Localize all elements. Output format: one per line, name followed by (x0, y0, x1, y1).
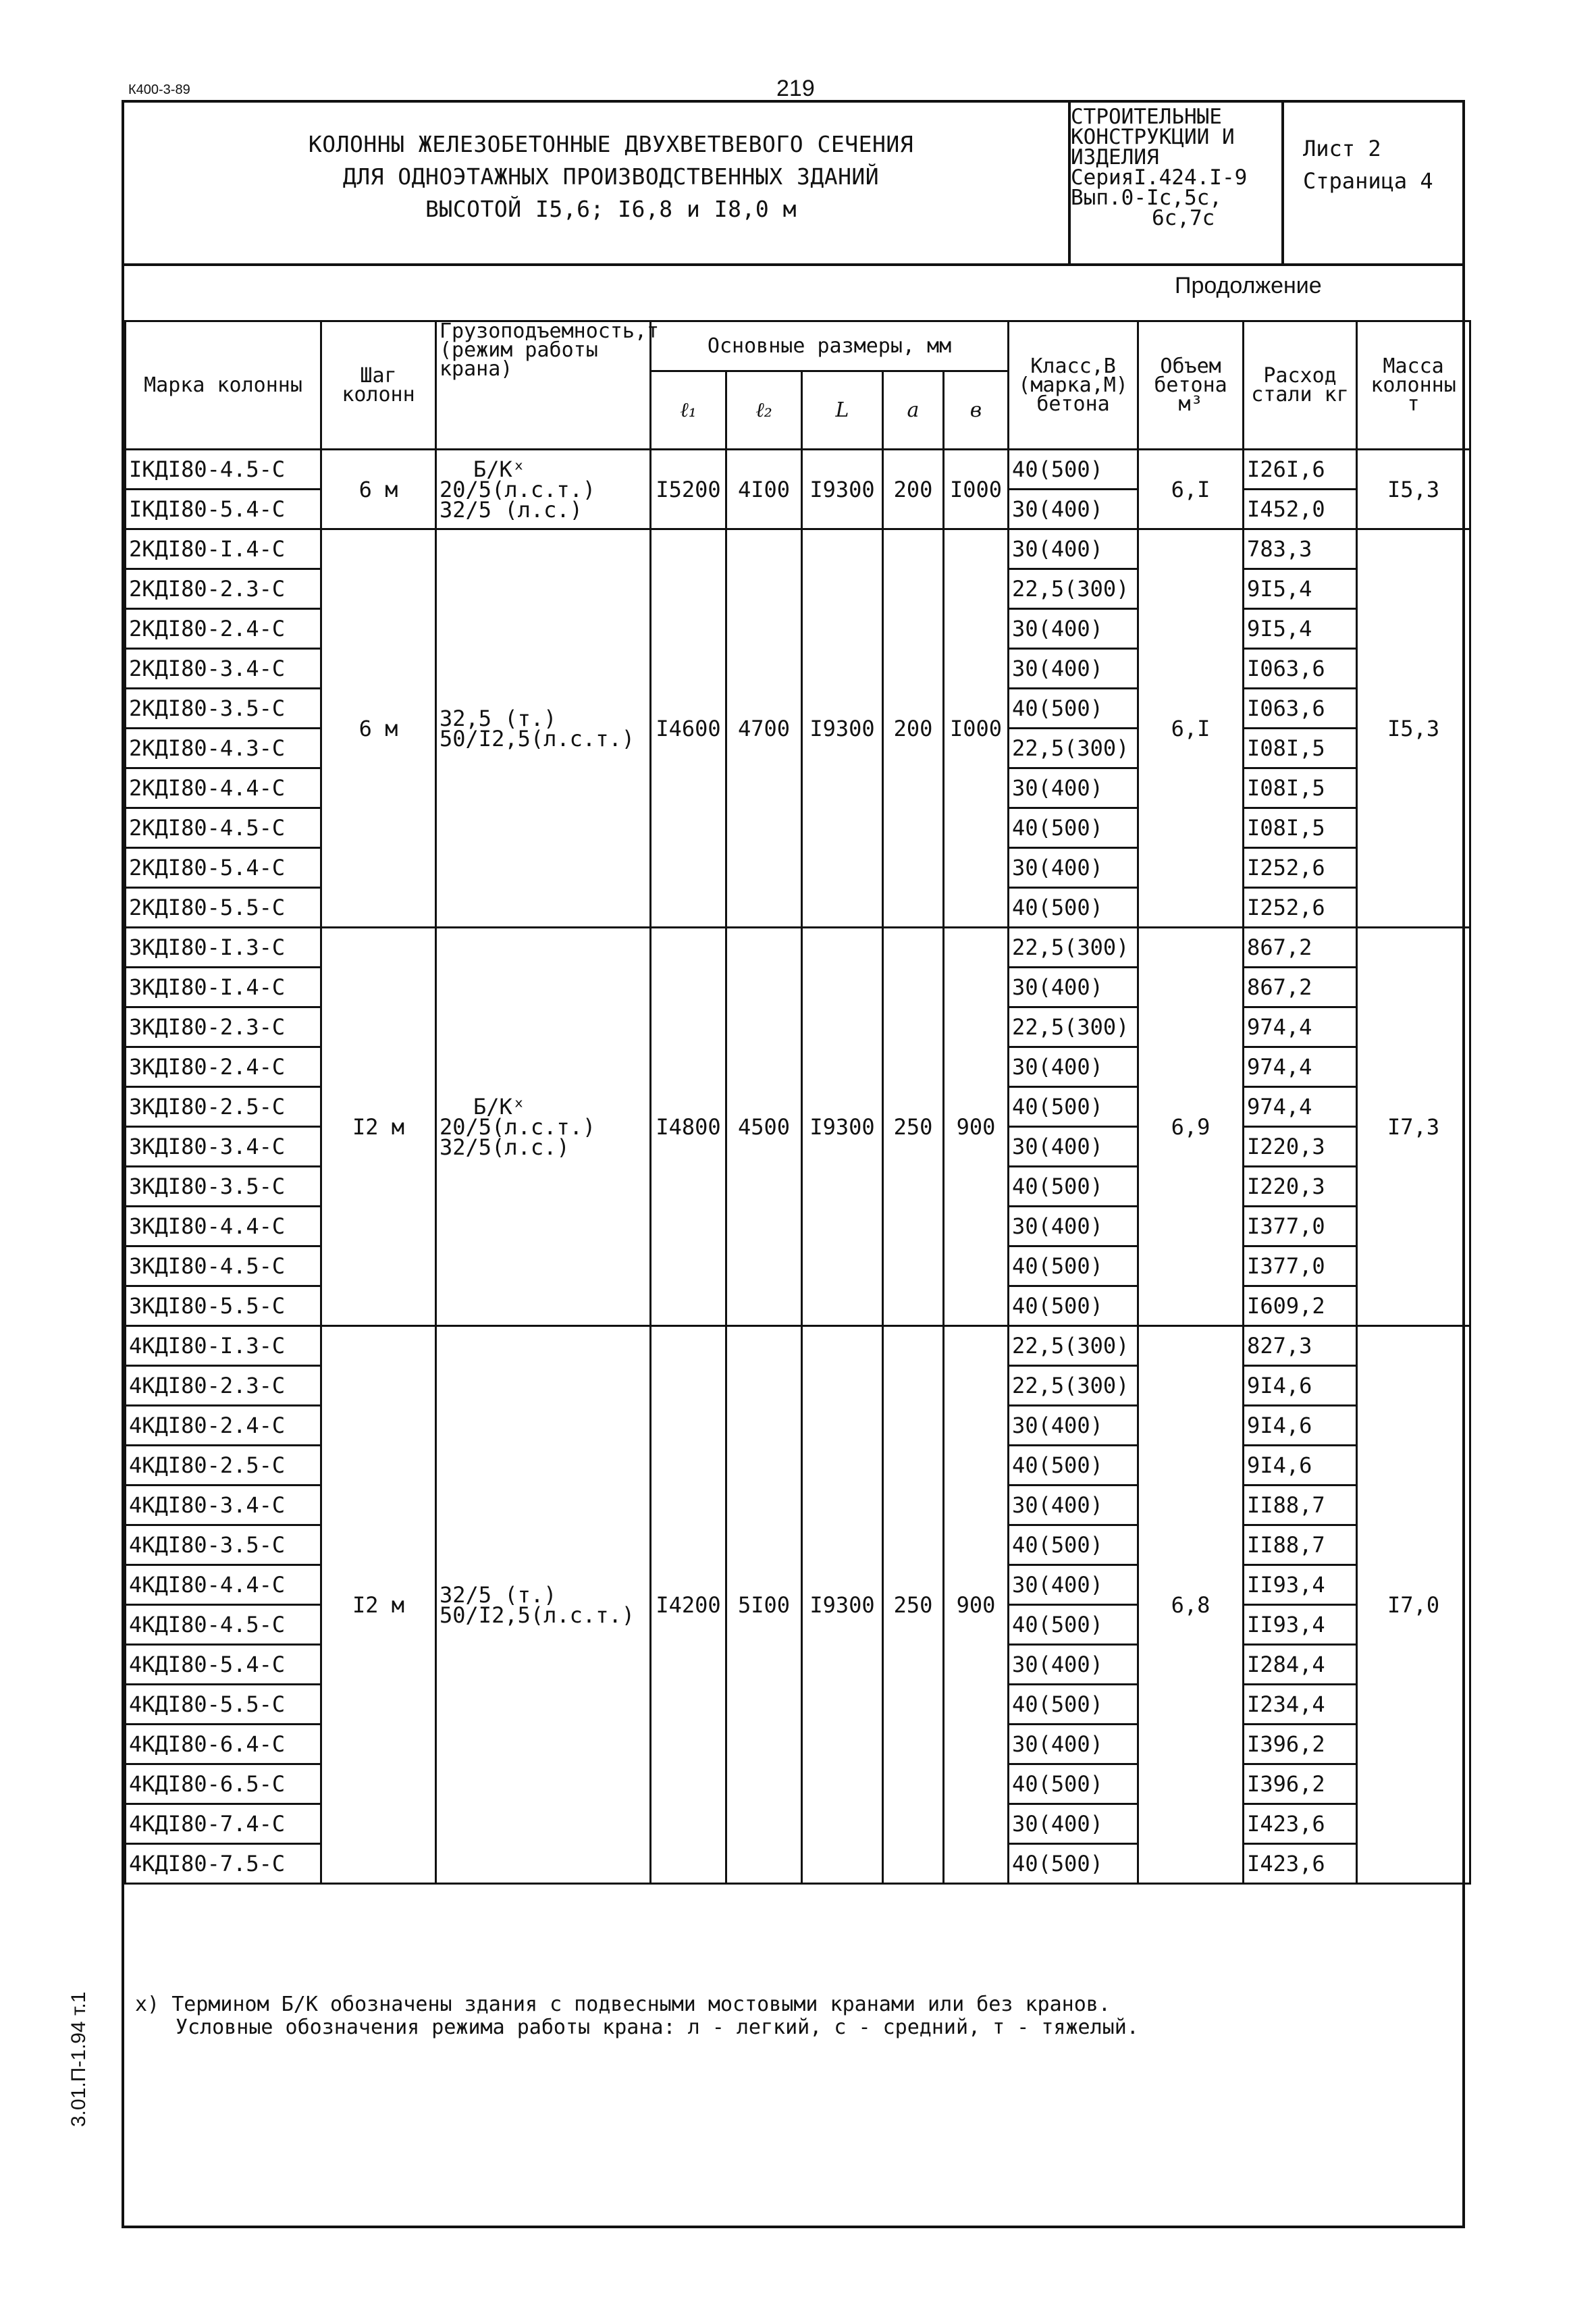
steel-consumption-cell: I08I,5 (1244, 729, 1357, 768)
steel-consumption-cell: I423,6 (1244, 1804, 1357, 1844)
dim-l1-cell: I4200 (651, 1326, 726, 1884)
concrete-class-cell: 30(400) (1009, 490, 1138, 529)
concrete-class-cell: 40(500) (1009, 450, 1138, 490)
dim-b-cell: I000 (944, 450, 1009, 529)
column-mark-cell: 2КДI80-5.5-С (126, 888, 321, 928)
crane-capacity-line: 32/5 (т.) (440, 1581, 557, 1608)
dim-l2-cell: 4I00 (726, 450, 802, 529)
columns-table (124, 320, 1471, 1885)
steel-consumption-cell: 9I4,6 (1244, 1406, 1357, 1446)
concrete-class-cell: 40(500) (1009, 1286, 1138, 1326)
concrete-volume-cell: 6,I (1138, 529, 1244, 928)
crane-capacity-line: 50/I2,5(л.с.т.) (440, 1602, 635, 1628)
steel-consumption-cell: I220,3 (1244, 1127, 1357, 1167)
series-line: ИЗДЕЛИЯ (1071, 145, 1159, 169)
concrete-class-cell: 30(400) (1009, 1485, 1138, 1525)
concrete-class-cell: 30(400) (1009, 1047, 1138, 1087)
steel-consumption-cell: 9I5,4 (1244, 569, 1357, 609)
concrete-class-cell: 22,5(300) (1009, 569, 1138, 609)
header-mass: Масса колонны т (1357, 321, 1470, 450)
sheet-page: Страница 4 (1303, 168, 1433, 194)
table-row (126, 928, 1470, 968)
dim-l1-cell: I4800 (651, 928, 726, 1326)
concrete-volume-cell: 6,8 (1138, 1326, 1244, 1884)
series-line: КОНСТРУКЦИИ И (1071, 125, 1235, 149)
concrete-class-cell: 40(500) (1009, 1605, 1138, 1645)
column-mark-cell: 2КДI80-3.5-С (126, 689, 321, 729)
continuation-label: Продолжение (1175, 273, 1322, 298)
dim-l1-cell: I4600 (651, 529, 726, 928)
concrete-volume-cell: 6,I (1138, 450, 1244, 529)
concrete-class-cell: 30(400) (1009, 968, 1138, 1007)
header-divider (122, 263, 1465, 266)
steel-consumption-cell: II93,4 (1244, 1605, 1357, 1645)
concrete-class-cell: 30(400) (1009, 529, 1138, 569)
column-mass-cell: I5,3 (1357, 450, 1470, 529)
steel-consumption-cell: I284,4 (1244, 1645, 1357, 1685)
concrete-class-cell: 22,5(300) (1009, 1326, 1138, 1366)
steel-consumption-cell: 974,4 (1244, 1047, 1357, 1087)
dim-L-cell: I9300 (802, 1326, 883, 1884)
table-body (126, 450, 1470, 1884)
concrete-class-cell: 40(500) (1009, 888, 1138, 928)
footnote-line-1 (135, 1993, 1452, 2016)
header-capacity: Грузоподъемность,т (режим работы крана) (436, 321, 651, 450)
column-mark-cell: 3КДI80-I.3-С (126, 928, 321, 968)
concrete-class-cell: 30(400) (1009, 1127, 1138, 1167)
header-dim-l2: ℓ₂ (726, 371, 802, 450)
series-line: 6с,7с (1152, 206, 1215, 230)
concrete-volume-cell: 6,9 (1138, 928, 1244, 1326)
column-step-cell: 6 м (321, 529, 436, 928)
column-mark-cell: 3КДI80-4.4-С (126, 1207, 321, 1246)
header-dims: Основные размеры, мм (651, 321, 1009, 371)
steel-consumption-cell: I08I,5 (1244, 768, 1357, 808)
title-line-2: ДЛЯ ОДНОЭТАЖНЫХ ПРОИЗВОДСТВЕННЫХ ЗДАНИЙ (342, 163, 880, 190)
steel-consumption-cell: II88,7 (1244, 1485, 1357, 1525)
concrete-class-cell: 40(500) (1009, 1087, 1138, 1127)
column-mark-cell: 3КДI80-3.4-С (126, 1127, 321, 1167)
steel-consumption-cell: I220,3 (1244, 1167, 1357, 1207)
sheet-number: Лист 2 (1303, 136, 1381, 161)
crane-capacity-cell (436, 928, 651, 1326)
column-mark-cell: IКДI80-5.4-С (126, 490, 321, 529)
sheet-info (1303, 132, 1433, 197)
steel-consumption-cell: II93,4 (1244, 1565, 1357, 1605)
concrete-class-cell: 40(500) (1009, 1764, 1138, 1804)
column-mark-cell: 3КДI80-I.4-С (126, 968, 321, 1007)
column-mark-cell: 3КДI80-2.3-С (126, 1007, 321, 1047)
column-mark-cell: 4КДI80-2.4-С (126, 1406, 321, 1446)
column-mark-cell: 3КДI80-2.4-С (126, 1047, 321, 1087)
concrete-class-cell: 30(400) (1009, 1406, 1138, 1446)
concrete-class-cell: 40(500) (1009, 1167, 1138, 1207)
steel-consumption-cell: 9I4,6 (1244, 1446, 1357, 1485)
column-mass-cell: I7,0 (1357, 1326, 1470, 1884)
steel-consumption-cell: 783,3 (1244, 529, 1357, 569)
document-code: К400-3-89 (128, 82, 190, 97)
column-mark-cell: 4КДI80-7.5-С (126, 1844, 321, 1884)
crane-capacity-line: 20/5(л.с.т.) (440, 476, 596, 502)
header-mark: Марка колонны (126, 321, 321, 450)
steel-consumption-cell: I08I,5 (1244, 808, 1357, 848)
concrete-class-cell: 22,5(300) (1009, 729, 1138, 768)
column-mark-cell: 4КДI80-5.4-С (126, 1645, 321, 1685)
column-mark-cell: 4КДI80-5.5-С (126, 1685, 321, 1725)
header-dim-a: a (883, 371, 944, 450)
steel-consumption-cell: 827,3 (1244, 1326, 1357, 1366)
table-row (126, 450, 1470, 490)
dim-l1-cell: I5200 (651, 450, 726, 529)
header-volume: Объем бетона м³ (1138, 321, 1244, 450)
dim-l2-cell: 4500 (726, 928, 802, 1326)
column-mark-cell: 2КДI80-2.4-С (126, 609, 321, 649)
column-step-cell: I2 м (321, 928, 436, 1326)
column-mark-cell: 4КДI80-6.5-С (126, 1764, 321, 1804)
dim-l2-cell: 4700 (726, 529, 802, 928)
column-mark-cell: 2КДI80-3.4-С (126, 649, 321, 689)
concrete-class-cell: 30(400) (1009, 609, 1138, 649)
steel-consumption-cell: I377,0 (1244, 1207, 1357, 1246)
steel-consumption-cell: 867,2 (1244, 968, 1357, 1007)
title-line-1: КОЛОННЫ ЖЕЛЕЗОБЕТОННЫЕ ДВУХВЕТВЕВОГО СЕЧЕНИЯ (308, 131, 914, 157)
column-mark-cell: 4КДI80-7.4-С (126, 1804, 321, 1844)
steel-consumption-cell: I423,6 (1244, 1844, 1357, 1884)
steel-consumption-cell: I26I,6 (1244, 450, 1357, 490)
dim-L-cell: I9300 (802, 928, 883, 1326)
crane-capacity-line: 32/5 (л.с.) (440, 496, 583, 523)
steel-consumption-cell: II88,7 (1244, 1525, 1357, 1565)
steel-consumption-cell: I252,6 (1244, 888, 1357, 928)
concrete-class-cell: 30(400) (1009, 1804, 1138, 1844)
steel-consumption-cell: 974,4 (1244, 1007, 1357, 1047)
dim-a-cell: 200 (883, 529, 944, 928)
concrete-class-cell: 30(400) (1009, 768, 1138, 808)
concrete-class-cell: 40(500) (1009, 1446, 1138, 1485)
header-dim-b: в (944, 371, 1009, 450)
steel-consumption-cell: 9I5,4 (1244, 609, 1357, 649)
series-line: СерияI.424.I-9 (1071, 165, 1248, 190)
column-mark-cell: IКДI80-4.5-С (126, 450, 321, 490)
steel-consumption-cell: 867,2 (1244, 928, 1357, 968)
concrete-class-cell: 40(500) (1009, 1525, 1138, 1565)
column-mark-cell: 3КДI80-3.5-С (126, 1167, 321, 1207)
dim-L-cell: I9300 (802, 529, 883, 928)
column-step-cell: 6 м (321, 450, 436, 529)
crane-capacity-line: 32,5 (т.) (440, 705, 557, 731)
steel-consumption-cell: I063,6 (1244, 689, 1357, 729)
column-mark-cell: 2КДI80-I.4-С (126, 529, 321, 569)
concrete-class-cell: 22,5(300) (1009, 1007, 1138, 1047)
concrete-class-cell: 22,5(300) (1009, 1366, 1138, 1406)
header-step: Шаг колонн (321, 321, 436, 450)
concrete-class-cell: 40(500) (1009, 1246, 1138, 1286)
crane-capacity-line: Б/Кˣ (473, 1093, 526, 1120)
column-mark-cell: 4КДI80-4.5-С (126, 1605, 321, 1645)
column-step-cell: I2 м (321, 1326, 436, 1884)
concrete-class-cell: 40(500) (1009, 808, 1138, 848)
concrete-class-cell: 30(400) (1009, 1565, 1138, 1605)
title-line-3: ВЫСОТОЙ I5,6; I6,8 и I8,0 м (425, 196, 797, 222)
steel-consumption-cell: I252,6 (1244, 848, 1357, 888)
header-steel: Расход стали кг (1244, 321, 1357, 450)
concrete-class-cell: 30(400) (1009, 649, 1138, 689)
dim-l2-cell: 5I00 (726, 1326, 802, 1884)
dim-a-cell: 250 (883, 1326, 944, 1884)
column-mark-cell: 2КДI80-4.3-С (126, 729, 321, 768)
column-mark-cell: 4КДI80-2.3-С (126, 1366, 321, 1406)
concrete-class-cell: 30(400) (1009, 1645, 1138, 1685)
footnote (135, 1993, 1452, 2039)
steel-consumption-cell: I452,0 (1244, 490, 1357, 529)
page-number: 219 (776, 76, 815, 101)
crane-capacity-line: 20/5(л.с.т.) (440, 1113, 596, 1140)
column-mark-cell: 4КДI80-4.4-С (126, 1565, 321, 1605)
column-mark-cell: 3КДI80-4.5-С (126, 1246, 321, 1286)
column-mark-cell: 2КДI80-2.3-С (126, 569, 321, 609)
steel-consumption-cell: 974,4 (1244, 1087, 1357, 1127)
column-mark-cell: 3КДI80-5.5-С (126, 1286, 321, 1326)
concrete-class-cell: 40(500) (1009, 1685, 1138, 1725)
footnote-text-1: Термином Б/К обозначены здания с подвесными мостовыми кранами или без кранов. (171, 1993, 1111, 2016)
concrete-class-cell: 30(400) (1009, 1725, 1138, 1764)
dim-b-cell: 900 (944, 928, 1009, 1326)
steel-consumption-cell: I063,6 (1244, 649, 1357, 689)
concrete-class-cell: 40(500) (1009, 689, 1138, 729)
document-title (203, 128, 1019, 226)
column-mark-cell: 3КДI80-2.5-С (126, 1087, 321, 1127)
concrete-class-cell: 30(400) (1009, 1207, 1138, 1246)
header-dim-L: L (802, 371, 883, 450)
steel-consumption-cell: 9I4,6 (1244, 1366, 1357, 1406)
series-sheet-divider (1281, 100, 1284, 263)
series-line: СТРОИТЕЛЬНЫЕ (1071, 105, 1222, 129)
dim-L-cell: I9300 (802, 450, 883, 529)
table-row (126, 1326, 1470, 1366)
series-block (1071, 107, 1273, 228)
column-mass-cell: I7,3 (1357, 928, 1470, 1326)
steel-consumption-cell: I396,2 (1244, 1725, 1357, 1764)
crane-capacity-line: 32/5(л.с.) (440, 1134, 570, 1160)
crane-capacity-cell (436, 529, 651, 928)
concrete-class-cell: 30(400) (1009, 848, 1138, 888)
header-dim-l1: ℓ₁ (651, 371, 726, 450)
dim-b-cell: I000 (944, 529, 1009, 928)
crane-capacity-line: Б/Кˣ (473, 456, 526, 482)
footnote-marker: х) (135, 1993, 160, 2016)
concrete-class-cell: 40(500) (1009, 1844, 1138, 1884)
column-mark-cell: 2КДI80-4.4-С (126, 768, 321, 808)
steel-consumption-cell: I609,2 (1244, 1286, 1357, 1326)
column-mark-cell: 4КДI80-I.3-С (126, 1326, 321, 1366)
crane-capacity-line: 50/I2,5(л.с.т.) (440, 725, 635, 752)
dim-a-cell: 250 (883, 928, 944, 1326)
steel-consumption-cell: I377,0 (1244, 1246, 1357, 1286)
column-mark-cell: 2КДI80-4.5-С (126, 808, 321, 848)
dim-b-cell: 900 (944, 1326, 1009, 1884)
concrete-class-cell: 22,5(300) (1009, 928, 1138, 968)
column-mark-cell: 4КДI80-3.4-С (126, 1485, 321, 1525)
header-concrete-class: Класс,В (марка,М) бетона (1009, 321, 1138, 450)
steel-consumption-cell: I234,4 (1244, 1685, 1357, 1725)
series-line: Вып.0-Iс,5с, (1071, 186, 1222, 210)
steel-consumption-cell: I396,2 (1244, 1764, 1357, 1804)
dim-a-cell: 200 (883, 450, 944, 529)
column-mark-cell: 2КДI80-5.4-С (126, 848, 321, 888)
table-row (126, 529, 1470, 569)
side-document-code: 3.01.П-1.94 т.1 (68, 1991, 90, 2127)
column-mass-cell: I5,3 (1357, 529, 1470, 928)
crane-capacity-cell (436, 1326, 651, 1884)
column-mark-cell: 4КДI80-2.5-С (126, 1446, 321, 1485)
column-mark-cell: 4КДI80-3.5-С (126, 1525, 321, 1565)
crane-capacity-cell (436, 450, 651, 529)
footnote-text-2: Условные обозначения режима работы крана: л - легкий, с - средний, т - тяжелый. (176, 2016, 1139, 2039)
column-mark-cell: 4КДI80-6.4-С (126, 1725, 321, 1764)
